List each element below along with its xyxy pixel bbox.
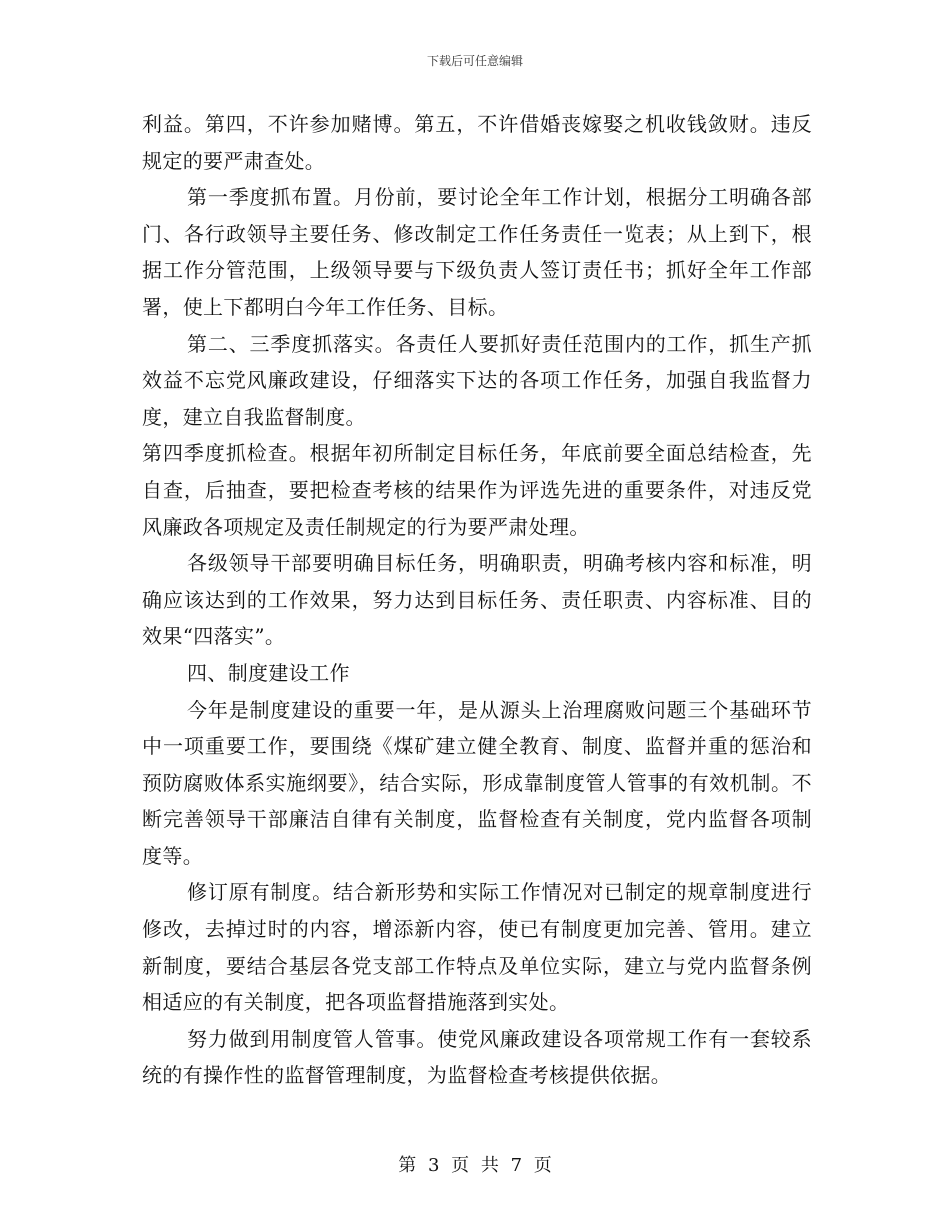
paragraph-5: 各级领导干部要明确目标任务，明确职责，明确考核内容和标准，明确应该达到的工作效果，努力达到目标任务、责任职责、内容标准、目的效果“四落实”。 [142,551,812,649]
document-body [142,106,812,1094]
page-header: 下载后可任意编辑 [426,54,523,68]
paragraph-1: 利益。第四，不许参加赌博。第五，不许借婚丧嫁娶之机收钱敛财。违反规定的要严肃查处。 [142,112,812,173]
paragraph-4: 第四季度抓检查。根据年初所制定目标任务，年底前要全面总结检查，先自查，后抽查，要把检查考核的结果作为评选先进的重要条件，对违反党风廉政各项规定及责任制规定的行为要严肃处理。 [142,441,812,539]
paragraph-8: 修订原有制度。结合新形势和实际工作情况对已制定的规章制度进行修改，去掉过时的内容，增添新内容，使已有制度更加完善、管用。建立新制度，要结合基层各党支部工作特点及单位实际，建立与党内监督条例相适应的有关制度，把各项监督措施落到实处。 [142,880,812,1015]
paragraph-9: 努力做到用制度管人管事。使党风廉政建设各项常规工作有一套较系统的有操作性的监督管理制度，为监督检查考核提供依据。 [142,1026,812,1088]
paragraph-2: 第一季度抓布置。月份前，要讨论全年工作计划，根据分工明确各部门、各行政领导主要任务、修改制定工作任务责任一览表；从上到下，根据工作分管范围，上级领导要与下级负责人签订责任书；抓好全年工作部署，使上下都明白今年工作任务、目标。 [142,185,812,319]
paragraph-3: 第二、三季度抓落实。各责任人要抓好责任范围内的工作，抓生产抓效益不忘党风廉政建设，仔细落实下达的各项工作任务，加强自我监督力度，建立自我监督制度。 [142,331,812,429]
paragraph-7: 今年是制度建设的重要一年，是从源头上治理腐败问题三个基础环节中一项重要工作，要围绕《煤矿建立健全教育、制度、监督并重的惩治和预防腐败体系实施纲要》，结合实际，形成靠制度管人管事的有效机制。不断完善领导干部廉洁自律有关制度，监督检查有关制度，党内监督各项制度等。 [142,697,812,868]
page-number: 第 3 页 共 7 页 [398,1155,552,1176]
section-heading: 四、制度建设工作 [187,660,350,685]
